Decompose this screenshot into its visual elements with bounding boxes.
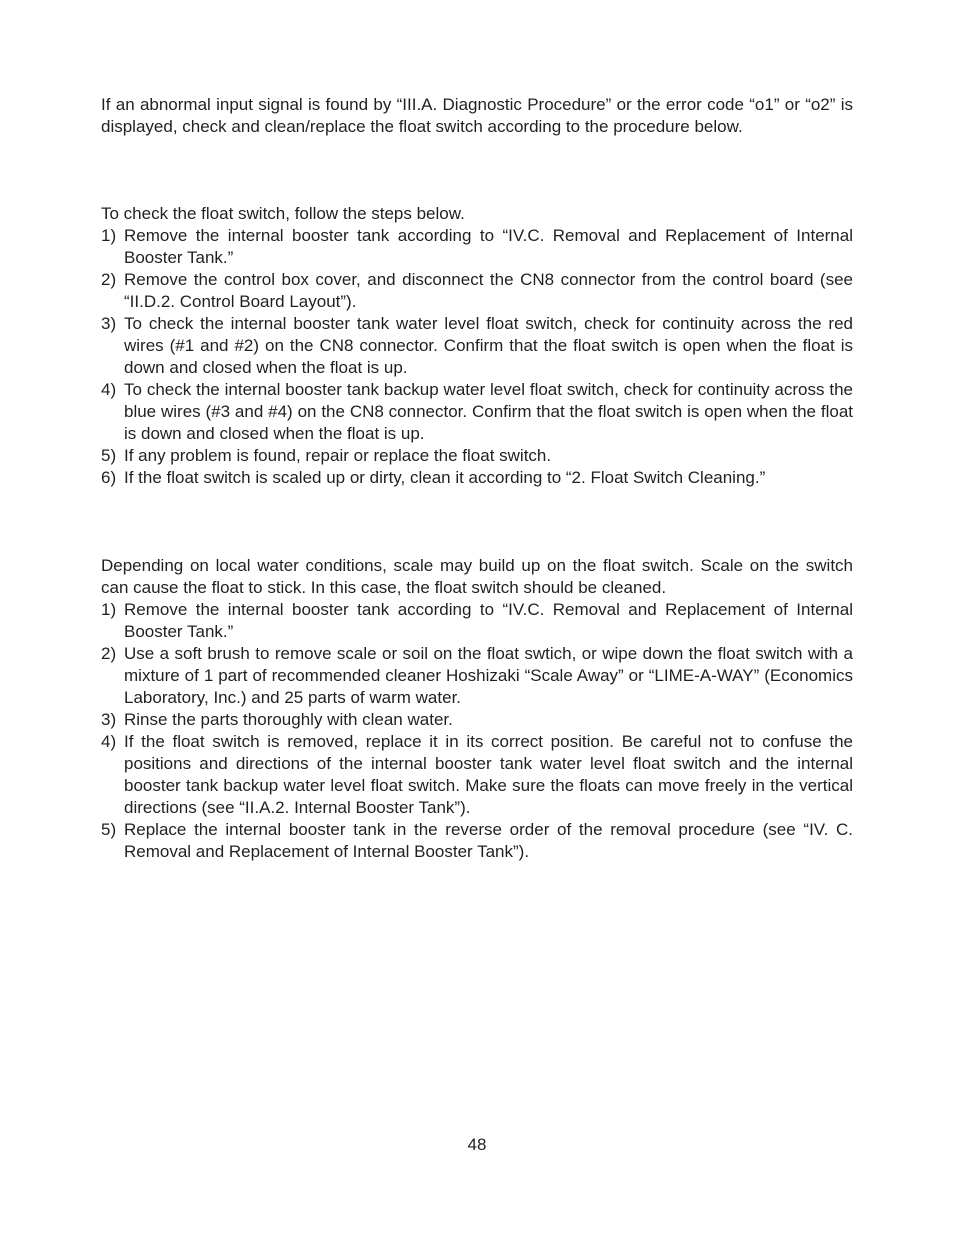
list-item: 3) Rinse the parts thoroughly with clean water. [101, 710, 453, 729]
check-steps-list [101, 225, 853, 489]
section-spacer [101, 138, 853, 203]
document-body [101, 94, 853, 863]
list-item: 3) To check the internal booster tank water level float switch, check for continuity across the red wires (#1 and #2) on the CN8 connector. Confirm that the float switch is open when the float is down and closed when the float is up. [101, 314, 853, 377]
list-item: 4) If the float switch is removed, replace it in its correct position. Be careful not to confuse the positions and directions of the internal booster tank water level float switch and the internal booster tank backup water level float switch. Make sure the floats can move freely in the vertical directions (see “II.A.2. Internal Booster Tank”). [101, 732, 853, 817]
list-item: 4) To check the internal booster tank backup water level float switch, check for continuity across the blue wires (#3 and #4) on the CN8 connector. Confirm that the float switch is open when the float is down and closed when the float is up. [101, 380, 853, 443]
intro-paragraph: If an abnormal input signal is found by “III.A. Diagnostic Procedure” or the error code “o1” or “o2” is displayed, check and clean/replace the float switch according to the procedure below. [101, 95, 853, 136]
page-number: 48 [467, 1135, 487, 1154]
clean-steps-list [101, 599, 853, 863]
list-item: 2) Use a soft brush to remove scale or soil on the float swtich, or wipe down the float switch with a mixture of 1 part of recommended cleaner Hoshizaki “Scale Away” or “LIME-A-WAY” (Economics Laboratory, Inc.) and 25 parts of warm water. [101, 644, 853, 707]
list-item: 6) If the float switch is scaled up or dirty, clean it according to “2. Float Switch Cleaning.” [101, 468, 766, 487]
list-item: 1) Remove the internal booster tank according to “IV.C. Removal and Replacement of Internal Booster Tank.” [101, 600, 853, 641]
list-item: 5) If any problem is found, repair or replace the float switch. [101, 446, 552, 465]
section-spacer [101, 489, 853, 555]
list-item: 5) Replace the internal booster tank in the reverse order of the removal procedure (see “IV. C. Removal and Replacement of Internal Booster Tank”). [101, 820, 853, 861]
clean-lead-paragraph: Depending on local water conditions, scale may build up on the float switch. Scale on the switch can cause the float to stick. In this case, the float switch should be cleaned. [101, 556, 853, 597]
list-item: 1) Remove the internal booster tank according to “IV.C. Removal and Replacement of Internal Booster Tank.” [101, 226, 853, 267]
check-lead-paragraph: To check the float switch, follow the steps below. [101, 204, 465, 223]
list-item: 2) Remove the control box cover, and disconnect the CN8 connector from the control board (see “II.D.2. Control Board Layout”). [101, 270, 853, 311]
